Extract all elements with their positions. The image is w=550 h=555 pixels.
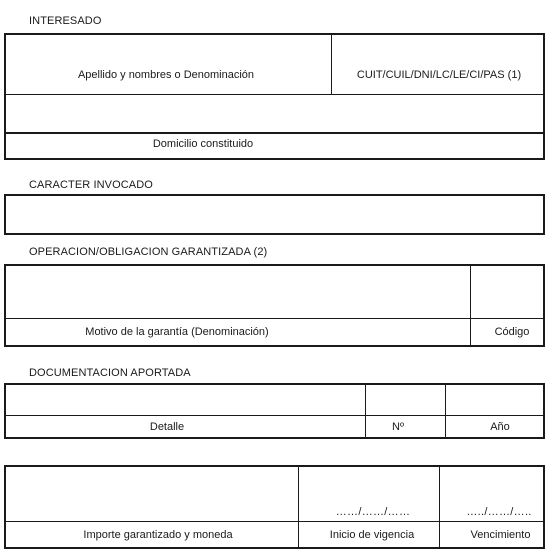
id-label: CUIT/CUIL/DNI/LC/LE/CI/PAS (1) (356, 69, 522, 81)
documentacion-title: DOCUMENTACION APORTADA (29, 367, 191, 379)
importe-divider (4, 521, 545, 522)
caracter-title: CARACTER INVOCADO (29, 179, 153, 191)
inicio-vigencia-date-placeholder: ……/……/…… (335, 506, 411, 518)
interesado-divider-1 (4, 94, 545, 95)
motivo-label: Motivo de la garantía (Denominación) (85, 326, 269, 338)
id-field[interactable] (333, 35, 543, 93)
operacion-title: OPERACION/OBLIGACION GARANTIZADA (2) (29, 246, 268, 258)
inicio-vigencia-label: Inicio de vigencia (329, 529, 415, 541)
codigo-field[interactable] (472, 266, 543, 317)
numero-field[interactable] (367, 385, 444, 414)
vencimiento-label: Vencimiento (470, 529, 531, 541)
numero-label: Nº (392, 421, 404, 433)
caracter-field[interactable] (6, 196, 543, 233)
importe-field[interactable] (6, 467, 297, 520)
anio-field[interactable] (447, 385, 543, 414)
interesado-title: INTERESADO (29, 15, 102, 27)
anio-label: Año (490, 421, 510, 433)
importe-label: Importe garantizado y moneda (83, 529, 233, 541)
operacion-column-divider (470, 264, 471, 347)
vencimiento-date-placeholder: …../……/….. (466, 506, 532, 518)
name-field[interactable] (6, 35, 330, 93)
operacion-divider (4, 318, 545, 319)
detalle-label: Detalle (149, 421, 185, 433)
interesado-divider-2 (4, 132, 545, 134)
codigo-label: Código (494, 326, 530, 338)
domicilio-field[interactable] (6, 96, 543, 131)
documentacion-divider (4, 415, 545, 416)
motivo-field[interactable] (6, 266, 469, 317)
detalle-field[interactable] (6, 385, 364, 414)
domicilio-label: Domicilio constituido (152, 138, 254, 150)
interesado-column-divider (331, 33, 332, 95)
name-label: Apellido y nombres o Denominación (77, 69, 255, 81)
